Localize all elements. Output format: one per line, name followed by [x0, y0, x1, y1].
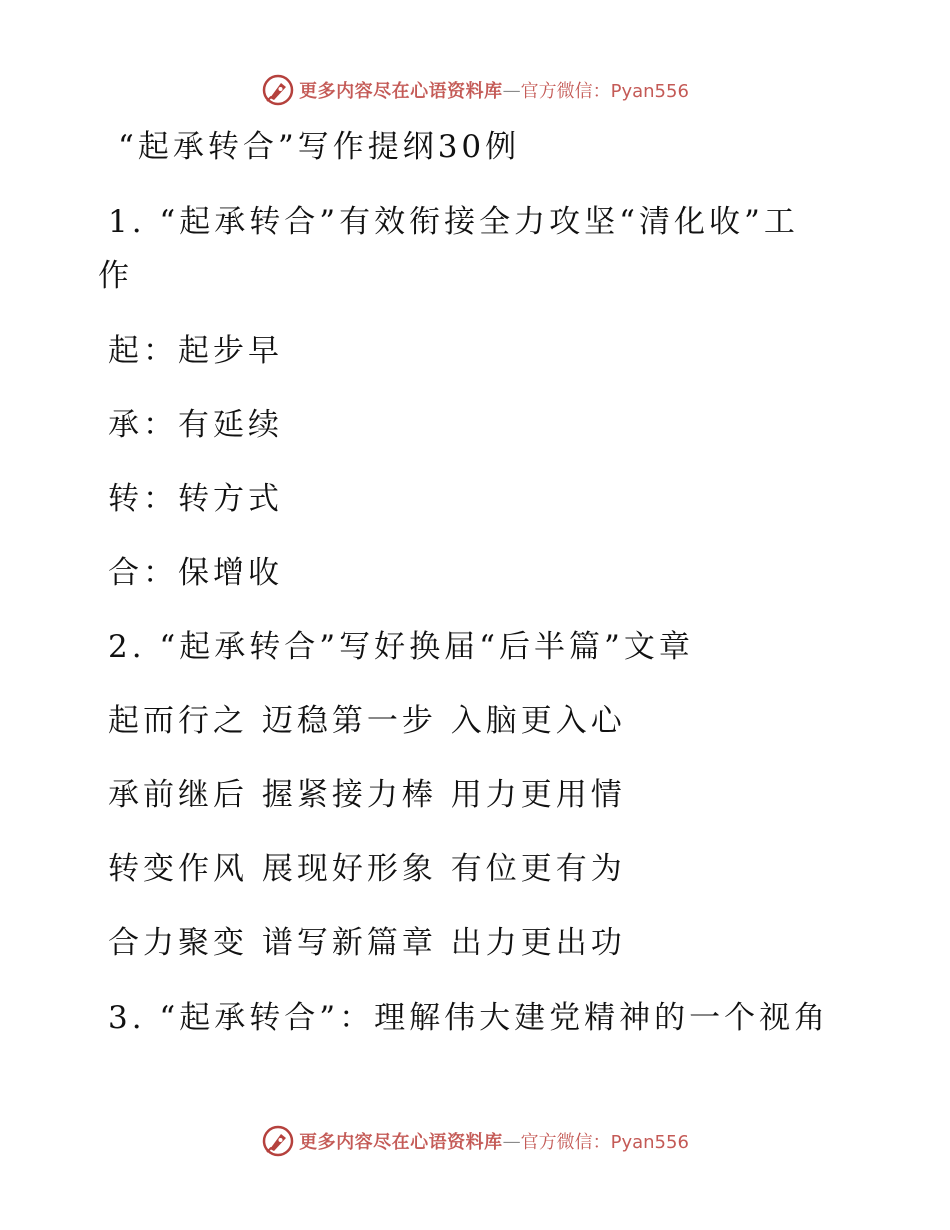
paragraph-line: 2. “起承转合”写好换届“后半篇”文章 [108, 629, 694, 665]
watermark-contact: 官方微信：Pyan556 [520, 1132, 689, 1153]
paragraph-line: 起而行之 迈稳第一步 入脑更入心 [108, 703, 626, 739]
paragraph-line: 起：起步早 [108, 333, 283, 369]
paragraph-line: 转：转方式 [108, 481, 283, 517]
pen-nib-logo-icon [261, 1124, 295, 1158]
watermark-separator: — [502, 1130, 521, 1152]
paragraph-line: 转变作风 展现好形象 有位更有为 [108, 851, 626, 887]
watermark-contact: 官方微信：Pyan556 [520, 81, 689, 102]
paragraph-line: 承：有延续 [108, 407, 283, 443]
watermark-separator: — [502, 79, 521, 101]
paragraph-line: 1. “起承转合”有效衔接全力攻坚“清化收”工 [108, 204, 799, 240]
watermark-footer [0, 1121, 950, 1161]
watermark-text: 更多内容尽在心语资料库 [299, 81, 503, 102]
watermark-text: 更多内容尽在心语资料库 [299, 1132, 503, 1153]
document-title: “起承转合”写作提纲30例 [118, 129, 521, 165]
paragraph-line: 合：保增收 [108, 555, 283, 591]
paragraph-line: 合力聚变 谱写新篇章 出力更出功 [108, 925, 626, 961]
paragraph-line: 承前继后 握紧接力棒 用力更用情 [108, 777, 626, 813]
paragraph-line: 作 [98, 258, 133, 294]
paragraph-line: 3. “起承转合”：理解伟大建党精神的一个视角 [108, 1000, 830, 1036]
